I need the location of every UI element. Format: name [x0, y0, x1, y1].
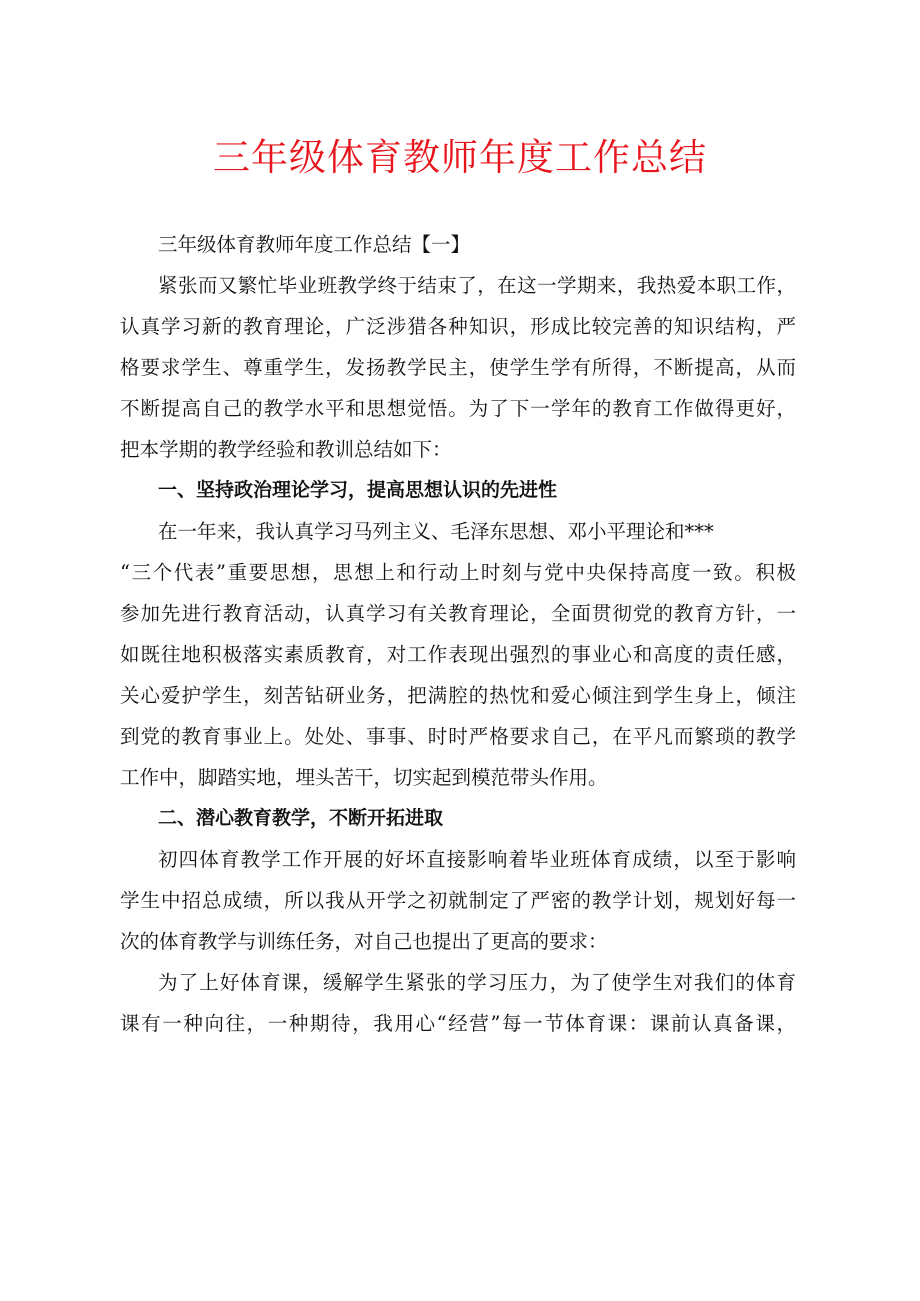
document-body — [120, 224, 796, 1044]
paragraph-line: “三个代表”重要思想，思想上和行动上时刻与党中央保持高度一致。积极 — [120, 561, 796, 584]
paragraph-line: 次的体育教学与训练任务，对自己也提出了更高的要求： — [120, 930, 608, 953]
paragraph-line: 认真学习新的教育理论，广泛涉猎各种知识，形成比较完善的知识结构，严 — [120, 315, 796, 338]
section-subtitle: 三年级体育教师年度工作总结【一】 — [158, 233, 471, 256]
paragraph-line: 初四体育教学工作开展的好坏直接影响着毕业班体育成绩，以至于影响 — [158, 848, 796, 871]
paragraph-line: 在一年来，我认真学习马列主义、毛泽东思想、邓小平理论和*** — [158, 520, 714, 543]
paragraph-line: 学生中招总成绩，所以我从开学之初就制定了严密的教学计划，规划好每一 — [120, 889, 796, 912]
paragraph-line: 不断提高自己的教学水平和思想觉悟。为了下一学年的教育工作做得更好， — [120, 397, 796, 420]
section-heading-2: 二、潜心教育教学，不断开拓进取 — [158, 807, 444, 829]
document-title: 三年级体育教师年度工作总结 — [213, 136, 707, 179]
section-heading-1: 一、坚持政治理论学习，提高思想认识的先进性 — [158, 479, 558, 501]
paragraph-line: 工作中，脚踏实地，埋头苦干，切实起到模范带头作用。 — [120, 766, 608, 789]
paragraph-line: 紧张而又繁忙毕业班教学终于结束了，在这一学期来，我热爱本职工作， — [158, 274, 796, 297]
paragraph-line: 格要求学生、尊重学生，发扬教学民主，使学生学有所得，不断提高，从而 — [120, 356, 796, 379]
paragraph-line: 把本学期的教学经验和教训总结如下： — [120, 438, 452, 461]
paragraph-line: 如既往地积极落实素质教育，对工作表现出强烈的事业心和高度的责任感， — [120, 643, 796, 666]
paragraph-line: 到党的教育事业上。处处、事事、时时严格要求自己，在平凡而繁琐的教学 — [120, 725, 796, 748]
paragraph-line: 课有一种向往，一种期待，我用心“经营”每一节体育课：课前认真备课， — [120, 1012, 796, 1035]
paragraph-line: 参加先进行教育活动，认真学习有关教育理论，全面贯彻党的教育方针，一 — [120, 602, 796, 625]
paragraph-line: 为了上好体育课，缓解学生紧张的学习压力，为了使学生对我们的体育 — [158, 971, 796, 994]
paragraph-line: 关心爱护学生，刻苦钻研业务，把满腔的热忱和爱心倾注到学生身上，倾注 — [120, 684, 796, 707]
